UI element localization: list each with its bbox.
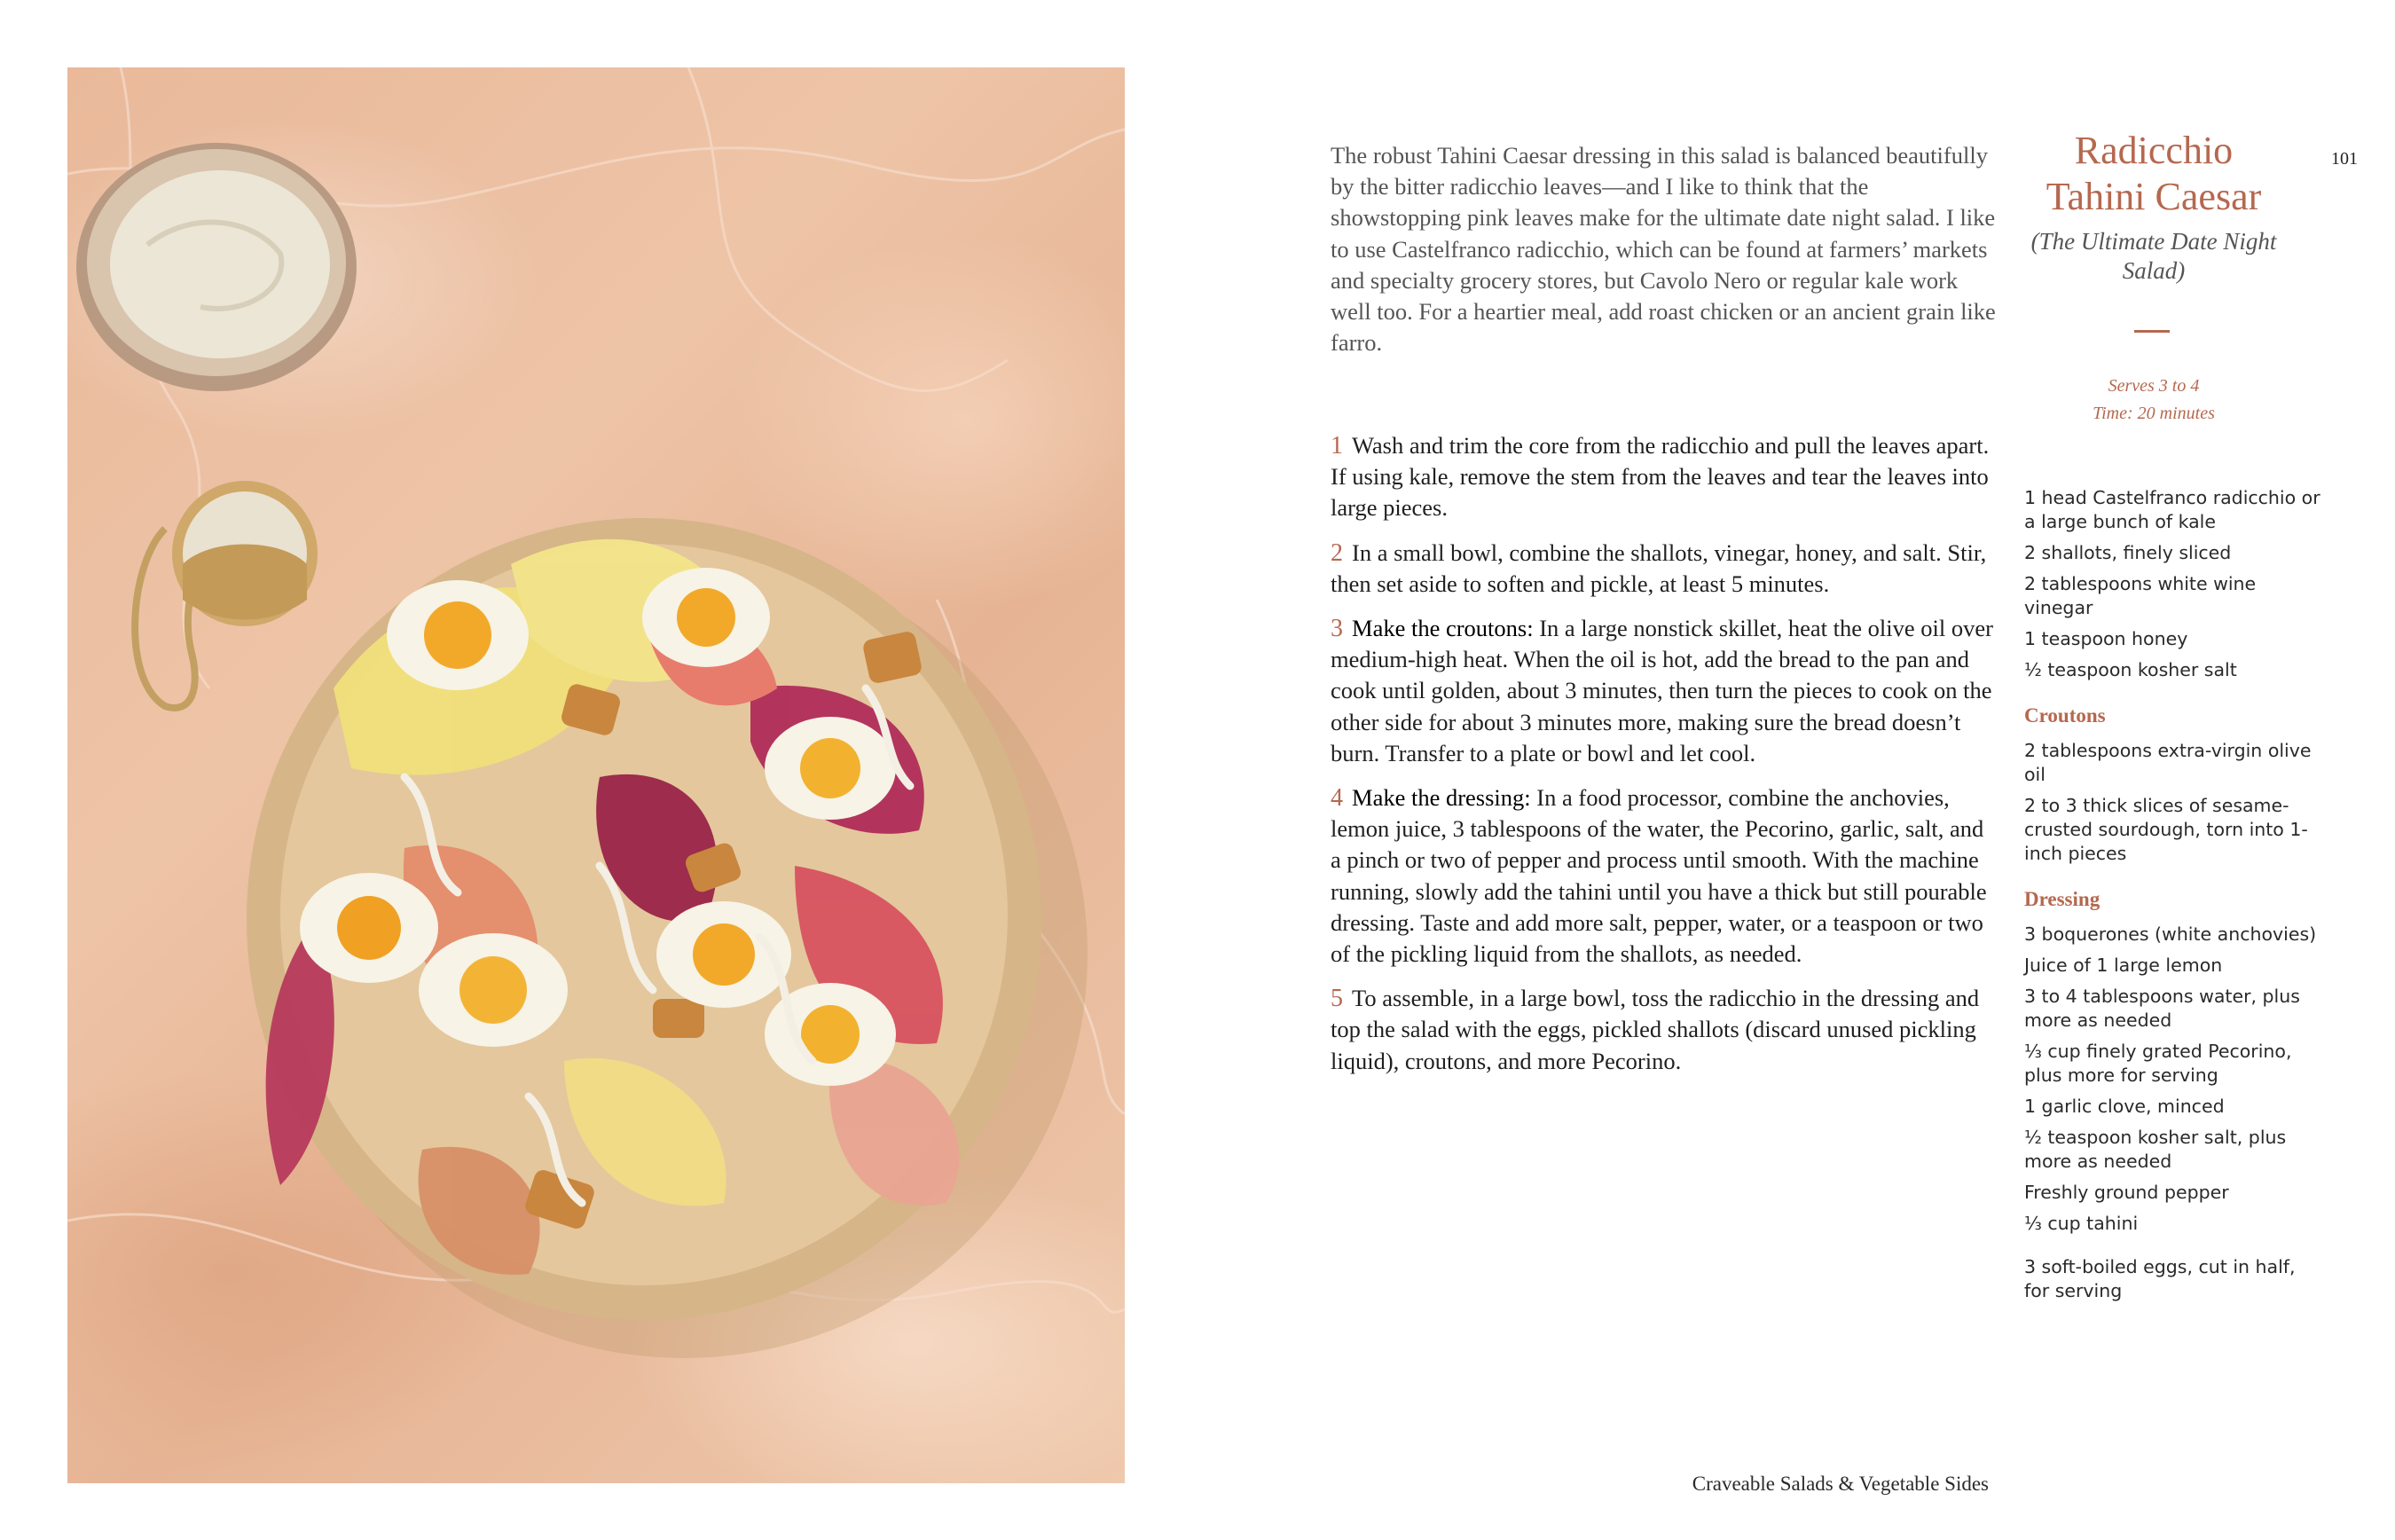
chapter-footer: Craveable Salads & Vegetable Sides xyxy=(1692,1473,1989,1495)
title-divider xyxy=(2134,330,2170,333)
ingredient-item: 1 teaspoon honey xyxy=(2024,628,2188,649)
step-text: Wash and trim the core from the radicchio and pull the leaves apart. If using kale, remove the stem from the leaves and tear the leaves into large pieces. xyxy=(1331,432,1990,522)
ingredient-item: Juice of 1 large lemon xyxy=(2024,955,2223,976)
step-text: To assemble, in a large bowl, toss the radicchio in the dressing and top the salad with the eggs, pickled shallots (discard unused pickling liquid), croutons, and more Pecorino. xyxy=(1331,985,1980,1074)
recipe-title xyxy=(2003,128,2305,220)
ingredient-item: 2 shallots, finely sliced xyxy=(2024,542,2232,563)
ingredient-item: ⅓ cup finely grated Pecorino, plus more for serving xyxy=(2024,1041,2292,1086)
recipe-meta xyxy=(2003,373,2305,428)
ingredient-item: 1 head Castelfranco radicchio or a large bunch of kale xyxy=(2024,487,2320,532)
ingredient-item: ½ teaspoon kosher salt, plus more as needed xyxy=(2024,1127,2287,1172)
ingredient-item: ⅓ cup tahini xyxy=(2024,1213,2139,1234)
ingredient-item: 2 tablespoons extra-virgin olive oil xyxy=(2024,740,2312,785)
ingredient-item: 3 boquerones (white anchovies) xyxy=(2024,923,2317,945)
step-4 xyxy=(1331,782,1998,970)
step-number: 5 xyxy=(1331,985,1343,1013)
step-number: 3 xyxy=(1331,615,1343,643)
ingredient-item: Freshly ground pepper xyxy=(2024,1182,2229,1203)
ingredient-item: 3 to 4 tablespoons water, plus more as needed xyxy=(2024,986,2300,1031)
title-line-1: Radicchio xyxy=(2074,129,2234,172)
step-text: In a small bowl, combine the shallots, vinegar, honey, and salt. Stir, then set aside to soften and pickle, at least 5 minutes. xyxy=(1331,538,1987,597)
ingredient-item: 2 tablespoons white wine vinegar xyxy=(2024,573,2257,618)
step-lead: Make the croutons: xyxy=(1352,615,1534,642)
step-number: 2 xyxy=(1331,538,1343,567)
ingredient-item: ½ teaspoon kosher salt xyxy=(2024,659,2237,680)
serves-text: Serves 3 to 4 xyxy=(2108,376,2200,396)
ingredient-item: 1 garlic clove, minced xyxy=(2024,1096,2225,1117)
ingredient-item: 3 soft-boiled eggs, cut in half, for serving xyxy=(2024,1256,2296,1301)
step-text: In a food processor, combine the anchovies, lemon juice, 3 tablespoons of the water, the Pecorino, garlic, salt, and a pinch or two of pepper and process until smooth. With the machine running, slowly add the tahini until you have a thick but still pourable dressing. Taste and add more salt, pepper, water, or a teaspoon or two of the pickling liquid from the shallots, as needed. xyxy=(1331,784,1987,968)
page-number: 101 xyxy=(2331,149,2358,169)
time-text: Time: 20 minutes xyxy=(2093,404,2215,423)
recipe-subtitle: (The Ultimate Date Night Salad) xyxy=(2030,228,2277,284)
step-number: 4 xyxy=(1331,784,1343,813)
step-5 xyxy=(1331,983,1998,1077)
salad-illustration xyxy=(67,67,1125,1483)
salad-photo xyxy=(67,67,1125,1483)
step-1 xyxy=(1331,430,1998,524)
intro-paragraph: The robust Tahini Caesar dressing in this salad is balanced beautifully by the bitter radicchio leaves—and I like to think that the showstopping pink leaves make for the ultimate date night salad. I like to use Castelfranco radicchio, which can be found at farmers’ markets and specialty grocery stores, but Cavolo Nero or regular kale work well too. For a heartier meal, add roast chicken or an ancient grain like farro. xyxy=(1331,142,1996,357)
method-steps xyxy=(1331,430,1998,1090)
croutons-heading: Croutons xyxy=(2024,704,2106,727)
step-number: 1 xyxy=(1331,432,1343,460)
dressing-heading: Dressing xyxy=(2024,888,2101,910)
ingredients-list xyxy=(2024,486,2326,1310)
step-2 xyxy=(1331,538,1998,600)
step-3 xyxy=(1331,613,1998,769)
step-lead: Make the dressing: xyxy=(1352,784,1531,812)
title-line-2: Tahini Caesar xyxy=(2046,175,2262,218)
ingredient-item: 2 to 3 thick slices of sesame-crusted sourdough, torn into 1-inch pieces xyxy=(2024,795,2308,864)
step-text: In a large nonstick skillet, heat the olive oil over medium-high heat. When the oil is hot, add the bread to the pan and cook until golden, about 3 minutes, then turn the pieces to cook on the other side for about 3 minutes more, making sure the bread doesn’t burn. Transfer to a plate or bowl and let cool. xyxy=(1331,615,1993,766)
